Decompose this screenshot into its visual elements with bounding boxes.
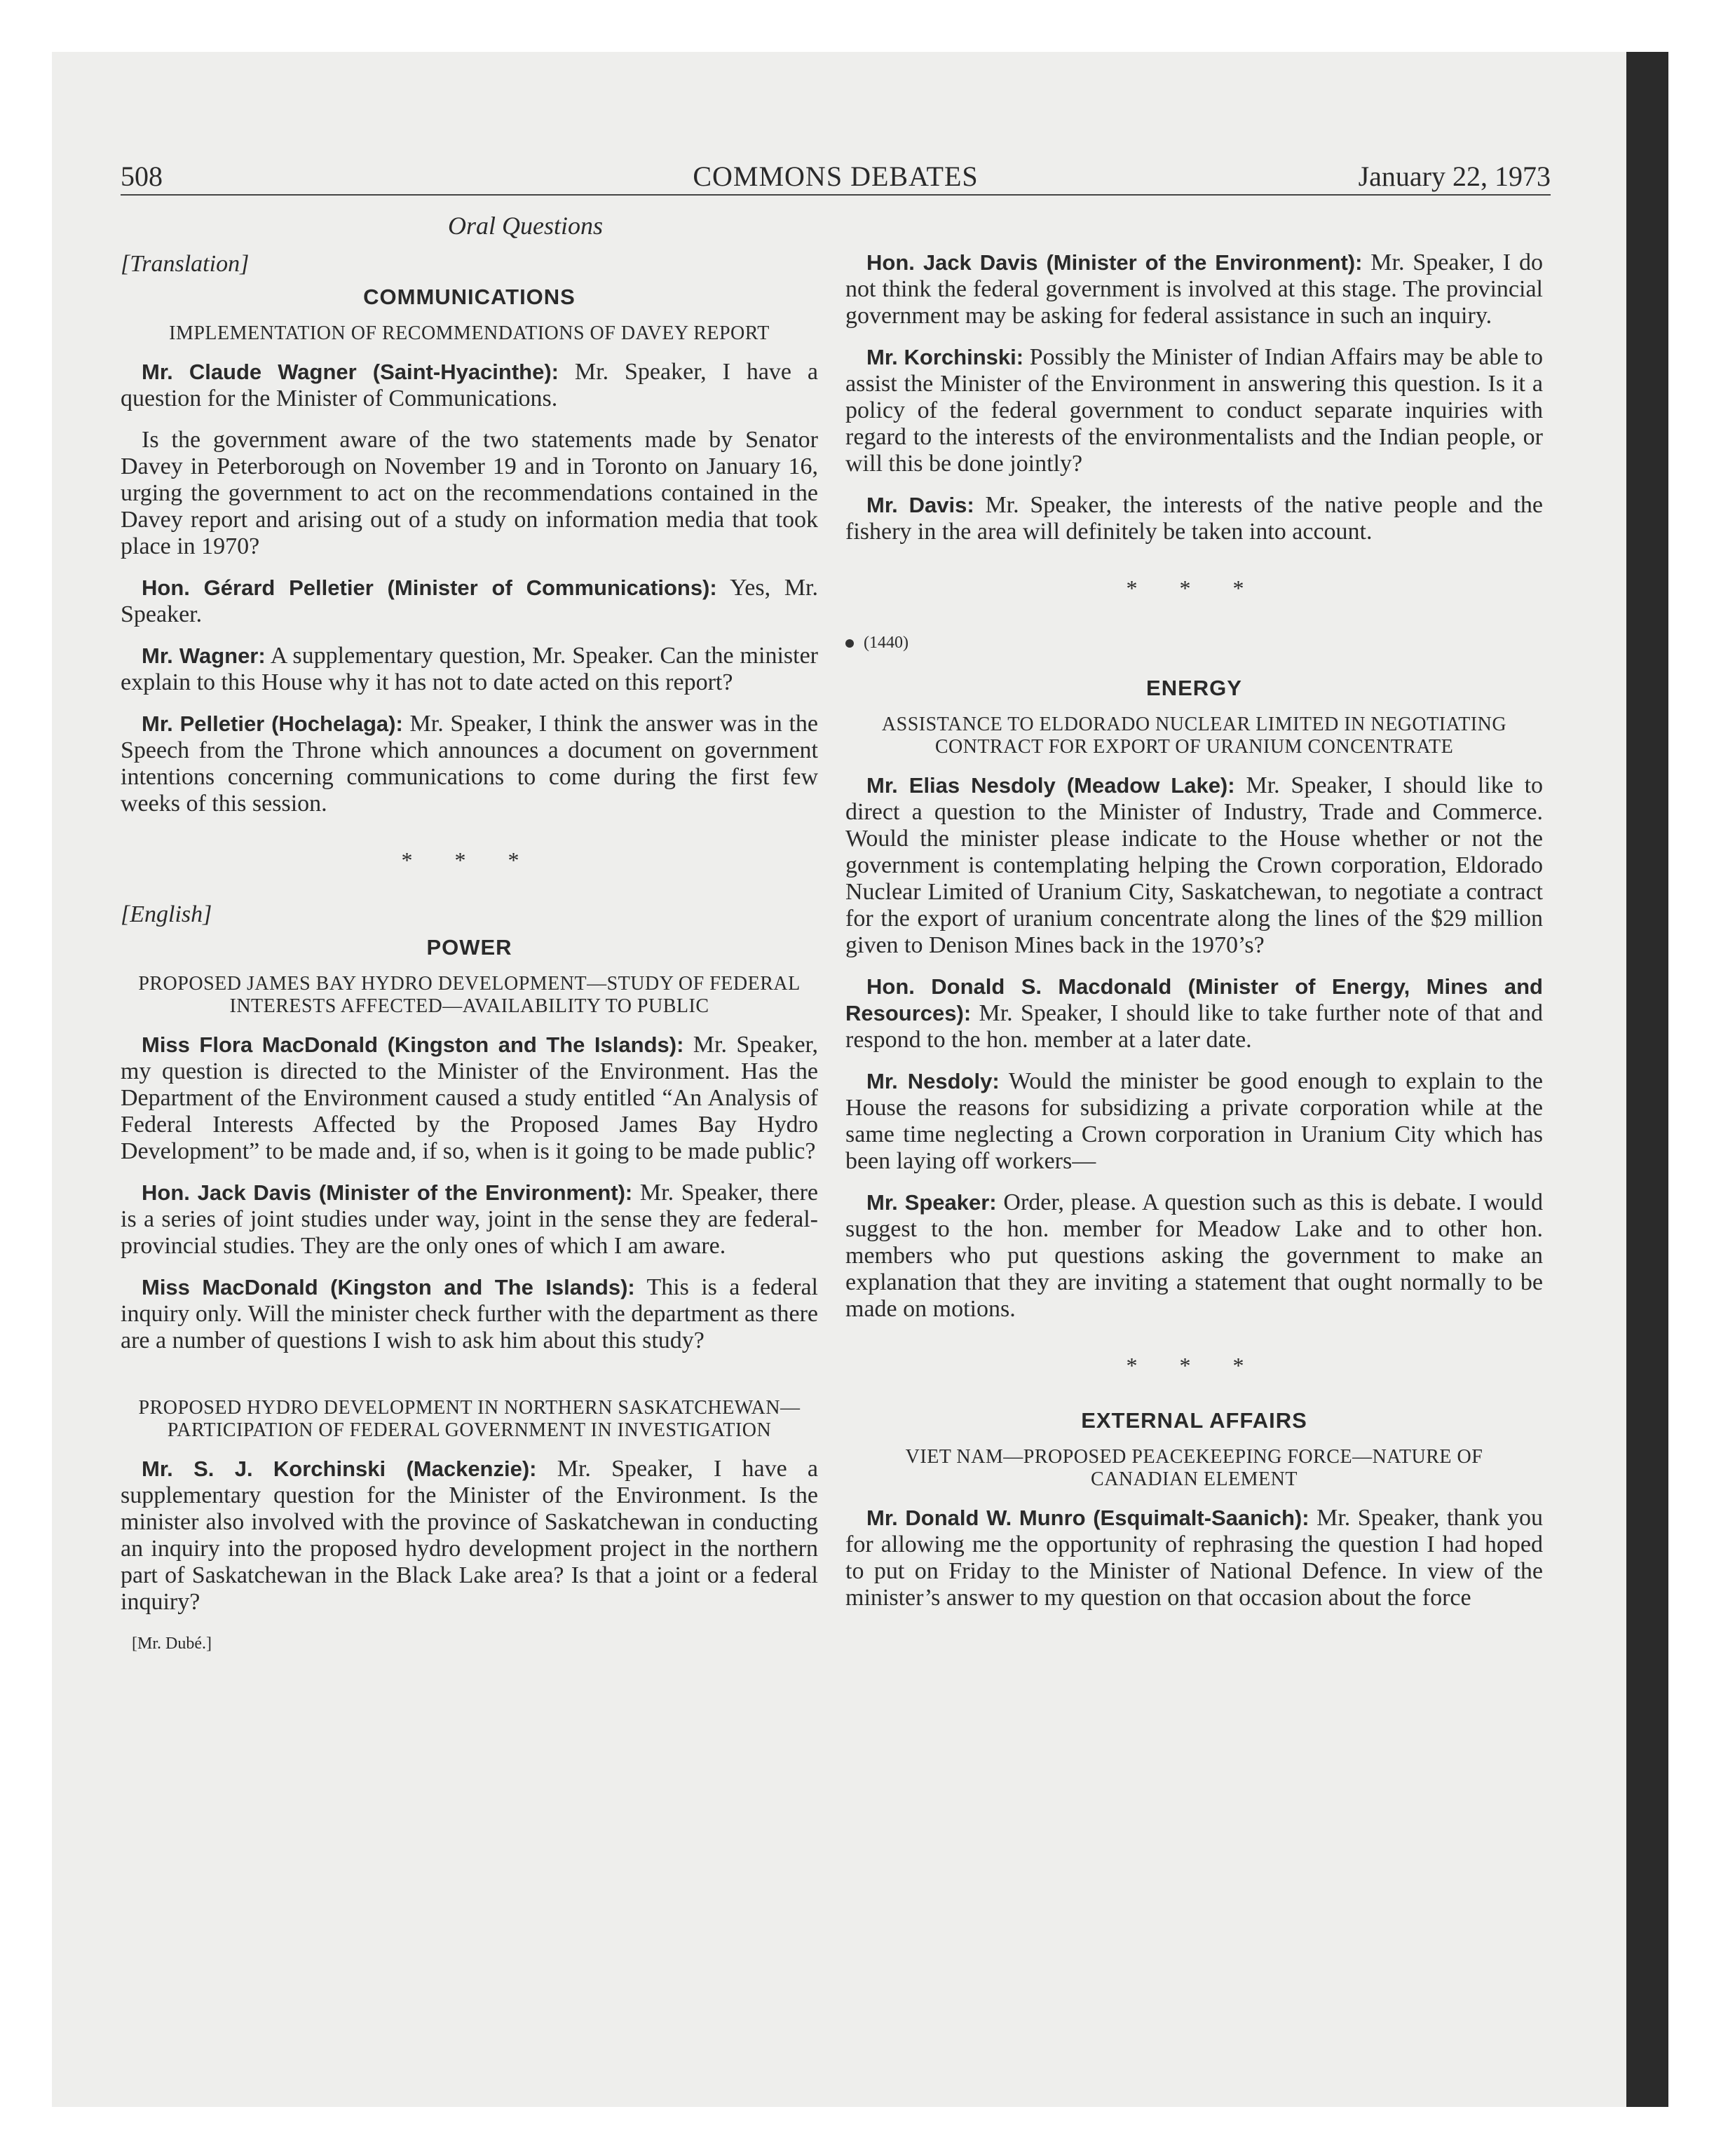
time-stamp-text: (1440) — [864, 634, 909, 652]
speech-text: A supplementary question, Mr. Speaker. Can the minister explain to this House why it has not to date acted on this report? — [121, 643, 818, 695]
speaker-name: Mr. Korchinski: — [866, 345, 1024, 369]
paragraph — [121, 427, 818, 560]
paragraph — [845, 1505, 1543, 1611]
language-tag-english: [English] — [121, 901, 212, 927]
section-divider-stars: * * * — [401, 847, 538, 873]
running-head: Oral Questions — [447, 212, 603, 240]
speaker-name: Mr. Claude Wagner (Saint-Hyacinthe): — [142, 360, 559, 384]
speech-text: Possibly the Minister of Indian Affairs may be able to assist the Minister of the Environment in answering this question. Is it a policy of the federal government to conduct separate inquiries with regard to the interests of the environmentalists and the Indian people, or will this be done jointly? — [845, 344, 1543, 477]
speech-text: Mr. Speaker, thank you for allowing me the opportunity of rephrasing the question I had hoped to put on Friday to the Minister of National Defence. In view of the minister’s answer to my question on that occasion about the force — [845, 1505, 1544, 1611]
speaker-name: Miss MacDonald (Kingston and The Islands): — [142, 1275, 635, 1299]
speech-text: Mr. Speaker, there is a series of joint studies under way, joint in the sense they are federal-provincial studies. They are the only ones of which I am aware. — [121, 1180, 818, 1259]
speech-text: Mr. Speaker, I have a supplementary question for the Minister of the Environment. Is the minister also involved with the province of Saskatchewan in conducting an inquiry into the proposed hydro development project in the northern part of Saskatchewan in the Black Lake area? Is that a joint or a federal inquiry? — [121, 1456, 818, 1615]
speaker-name: Hon. Gérard Pelletier (Minister of Communications): — [142, 575, 717, 600]
speaker-name: Hon. Jack Davis (Minister of the Environment): — [142, 1180, 633, 1205]
section-title-power: POWER — [426, 935, 512, 960]
paragraph — [121, 711, 818, 817]
spacer — [121, 1369, 818, 1397]
subhead-northern-saskatchewan: PROPOSED HYDRO DEVELOPMENT IN NORTHERN SASKATCHEWAN—PARTICIPATION OF FEDERAL GOVERNMENT IN INVESTIGATION — [138, 1397, 801, 1441]
speaker-name: Miss Flora MacDonald (Kingston and The Islands): — [142, 1032, 684, 1057]
page-date: January 22, 1973 — [1358, 161, 1551, 192]
speaker-name: Mr. Elias Nesdoly (Meadow Lake): — [866, 773, 1235, 798]
paragraph — [845, 492, 1543, 545]
page-header — [121, 159, 1551, 194]
publication-title: COMMONS DEBATES — [693, 161, 979, 192]
speech-text: Is the government aware of the two statements made by Senator Davey in Peterborough on November 19 and in Toronto on January 16, urging the government to act on the recommendations contained in the Davey report and arising out of a study on information media that took place in 1970? — [121, 427, 818, 559]
subhead-davey-report: IMPLEMENTATION OF RECOMMENDATIONS OF DAVEY REPORT — [169, 322, 770, 344]
subhead-james-bay: PROPOSED JAMES BAY HYDRO DEVELOPMENT—STUDY OF FEDERAL INTERESTS AFFECTED—AVAILABILITY TO PUBLIC — [138, 973, 801, 1017]
paragraph — [845, 772, 1543, 959]
speaker-name: Hon. Jack Davis (Minister of the Environment): — [866, 250, 1363, 275]
section-title-energy: ENERGY — [1146, 676, 1242, 700]
speaker-name: Mr. Davis: — [866, 493, 974, 517]
speech-text: Mr. Speaker, I should like to direct a question to the Minister of Industry, Trade and Commerce. Would the minister please indicate to the House whether or not the government is contemplating helping the Crown corporation, Eldorado Nuclear Limited of Uranium City, Saskatchewan, to negotiate a contract for the export of uranium concentrate along the lines of the $29 million given to Denison Mines back in the 1970’s? — [845, 772, 1544, 958]
time-stamp — [845, 629, 1543, 656]
section-title-communications: COMMUNICATIONS — [363, 285, 576, 309]
section-divider-stars: * * * — [1126, 575, 1263, 601]
speech-text: Mr. Speaker, I should like to take further note of that and respond to the hon. member at a later date. — [845, 1000, 1543, 1053]
speaker-name: Mr. Donald W. Munro (Esquimalt-Saanich): — [866, 1506, 1309, 1530]
speech-text: Mr. Speaker, the interests of the native people and the fishery in the area will definitely be taken into account. — [845, 492, 1544, 545]
speaker-name: Hon. Donald S. Macdonald (Minister of Energy, Mines and Resources): — [845, 974, 1543, 1025]
speaker-name: Mr. Nesdoly: — [866, 1069, 1000, 1093]
binding-shadow — [1626, 52, 1668, 2107]
paragraph — [845, 1189, 1543, 1323]
speaker-name: Mr. Speaker: — [866, 1190, 997, 1215]
paragraph — [121, 1032, 818, 1165]
language-tag-translation: [Translation] — [121, 251, 250, 277]
paragraph — [121, 1274, 818, 1354]
speech-text: Yes, Mr. Speaker. — [121, 575, 818, 627]
left-column — [121, 210, 818, 1657]
speech-text: Mr. Speaker, I think the answer was in the Speech from the Throne which announces a document on government intentions concerning communications to come during the first few weeks of this session. — [121, 711, 818, 817]
speaker-name: Mr. S. J. Korchinski (Mackenzie): — [142, 1456, 537, 1481]
speech-text: Mr. Speaker, I have a question for the Minister of Communications. — [121, 359, 819, 411]
speaker-name: Mr. Wagner: — [142, 643, 266, 668]
paragraph — [121, 643, 818, 696]
paragraph — [121, 359, 818, 412]
speech-text: Mr. Speaker, I do not think the federal government is involved at this stage. The provincial government may be asking for federal assistance in such an inquiry. — [845, 250, 1543, 329]
paragraph — [121, 575, 818, 628]
header-rule — [121, 194, 1551, 196]
subhead-eldorado: ASSISTANCE TO ELDORADO NUCLEAR LIMITED IN NEGOTIATING CONTRACT FOR EXPORT OF URANIUM CONCENTRATE — [881, 714, 1507, 758]
section-divider-stars: * * * — [1126, 1353, 1263, 1378]
page-number: 508 — [121, 161, 163, 192]
paragraph — [845, 974, 1543, 1053]
paragraph — [121, 1180, 818, 1260]
subhead-viet-nam: VIET NAM—PROPOSED PEACEKEEPING FORCE—NATURE OF CANADIAN ELEMENT — [905, 1446, 1483, 1490]
speech-text: Order, please. A question such as this is debate. I would suggest to the hon. member for Meadow Lake and to other hon. members who put questions asking the government to make an explanation that they are inviting a statement that ought normally to be made on motions. — [845, 1189, 1543, 1322]
speech-text: Mr. Speaker, my question is directed to the Minister of the Environment. Has the Department of the Environment caused a study entitled “An Analysis of Federal Interests Affected by the Proposed James Bay Hydro Development” to be made and, if so, when is it going to be made public? — [121, 1032, 819, 1164]
footer-note: [Mr. Dubé.] — [132, 1635, 212, 1653]
speaker-name: Mr. Pelletier (Hochelaga): — [142, 711, 403, 736]
bullet-dot-icon — [845, 639, 854, 648]
paragraph — [845, 344, 1543, 477]
paragraph — [845, 250, 1543, 329]
paragraph — [121, 1456, 818, 1616]
paragraph — [845, 1068, 1543, 1175]
right-column — [845, 250, 1543, 1626]
section-title-external-affairs: EXTERNAL AFFAIRS — [1081, 1408, 1307, 1433]
speech-text: This is a federal inquiry only. Will the minister check further with the department as there are a number of questions I wish to ask him about this study? — [121, 1274, 819, 1353]
speech-text: Would the minister be good enough to explain to the House the reasons for subsidizing a private corporation while at the same time neglecting a Crown corporation in Uranium City which has been laying off workers— — [845, 1068, 1543, 1174]
